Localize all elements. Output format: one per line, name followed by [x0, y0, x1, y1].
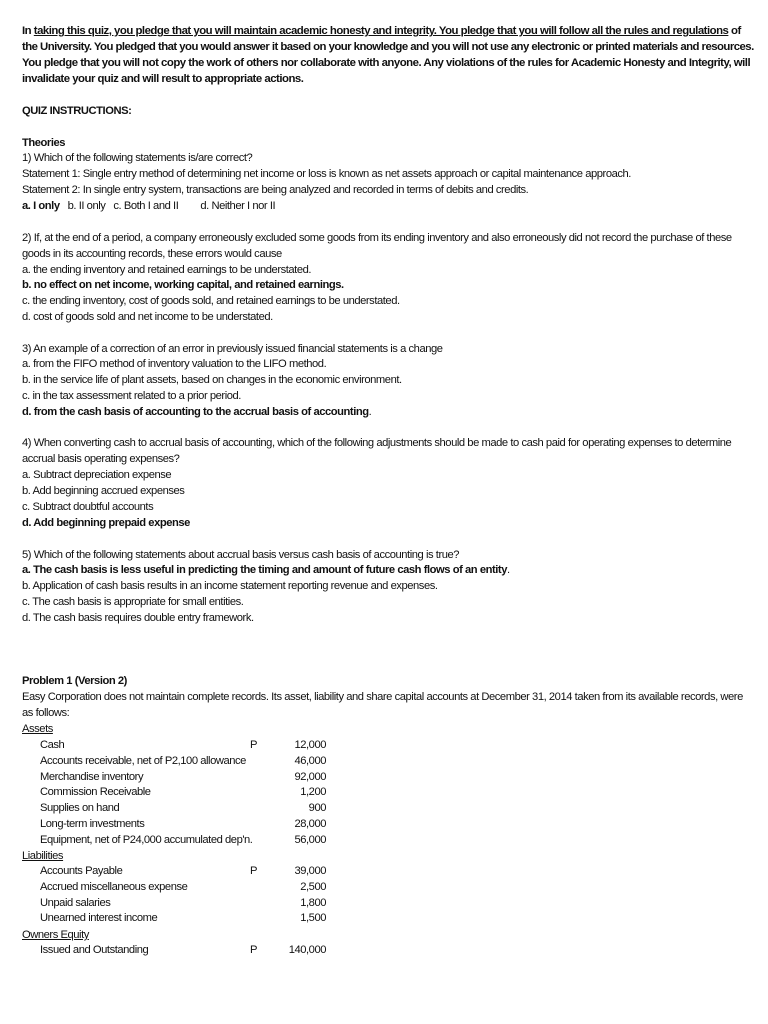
pledge-line-1-underlined: taking this quiz, you pledge that you will maintain academic honesty and integrity. You pledge that you will follow all the rules and regulations	[33, 25, 729, 37]
q4-option-a: a. Subtract depreciation expense	[22, 469, 172, 481]
q4-option-b: b. Add beginning accrued expenses	[22, 485, 185, 497]
problem-title: Problem 1 (Version 2)	[22, 675, 127, 687]
account-label: Accounts Payable	[40, 865, 123, 877]
q5-option-c: c. The cash basis is appropriate for small entities.	[22, 596, 244, 608]
account-amount: 900	[308, 802, 326, 815]
account-label: Accounts receivable, net of P2,100 allowance	[40, 754, 246, 767]
account-label: Unearned interest income	[40, 912, 158, 925]
q1-options	[22, 199, 275, 213]
q1-option-c: c. Both I and II	[113, 200, 179, 212]
currency-symbol: P	[250, 944, 258, 956]
account-label: Accrued miscellaneous expense	[40, 880, 188, 893]
account-row	[0, 911, 768, 925]
theories-heading: Theories	[22, 137, 66, 149]
q3-option-b: b. in the service life of plant assets, based on changes in the economic environment.	[22, 374, 402, 386]
q1-question: 1) Which of the following statements is/are correct?	[22, 152, 253, 164]
q2-question-line-1: 2) If, at the end of a period, a company erroneously excluded some goods from its ending inventory and also erroneously did not record the purchase of these	[22, 232, 732, 244]
liabilities-heading: Liabilities	[22, 850, 64, 862]
account-amount: 12,000	[294, 739, 326, 751]
q1-statement-2: Statement 2: In single entry system, transactions are being analyzed and recorded in terms of debits and credits.	[22, 184, 529, 196]
account-row	[0, 880, 768, 894]
q2-option-a: a. the ending inventory and retained earnings to be understated.	[22, 264, 312, 276]
account-amount: 46,000	[294, 754, 326, 767]
q5-option-d: d. The cash basis requires double entry framework.	[22, 612, 254, 624]
account-label: Issued and Outstanding	[40, 944, 149, 956]
problem-intro-line-1: Easy Corporation does not maintain complete records. Its asset, liability and share capital accounts at December 31, 2014 taken from its available records, were	[22, 691, 743, 703]
account-amount: 56,000	[294, 833, 326, 846]
account-amount: 92,000	[294, 770, 326, 783]
account-label: Equipment, net of P24,000 accumulated dep'n.	[40, 833, 253, 846]
account-label: Merchandise inventory	[40, 770, 144, 783]
q2-option-d: d. cost of goods sold and net income to be understated.	[22, 311, 273, 323]
pledge-line-1-post: of	[728, 25, 741, 37]
pledge-line-2: the University. You pledged that you would answer it based on your knowledge and you will not use any electronic or printed materials and resources.	[22, 41, 754, 53]
q5-option-b: b. Application of cash basis results in an income statement reporting revenue and expenses.	[22, 580, 438, 592]
account-row	[0, 833, 768, 847]
q1-option-b: b. II only	[67, 200, 106, 212]
q4-question-line-1: 4) When converting cash to accrual basis of accounting, which of the following adjustments should be made to cash paid for operating expenses to determine	[22, 437, 732, 449]
q4-question-line-2: accrual basis operating expenses?	[22, 453, 180, 465]
q3-option-a: a. from the FIFO method of inventory valuation to the LIFO method.	[22, 358, 327, 370]
pledge-line-4: invalidate your quiz and will result to appropriate actions.	[22, 73, 304, 85]
account-label: Unpaid salaries	[40, 896, 111, 909]
q1-option-a-answer: a. I only	[22, 200, 60, 212]
account-label: Long-term investments	[40, 818, 145, 830]
equity-heading: Owners Equity	[22, 929, 89, 941]
q5-option-a-answer: a. The cash basis is less useful in predicting the timing and amount of future cash flows of an entity	[22, 564, 507, 576]
account-row	[0, 738, 768, 752]
pledge-line-3: You pledge that you will not copy the work of others nor collaborate with anyone. Any violations of the rules for Academic Honesty and Integrity, will	[22, 57, 751, 69]
account-row	[0, 785, 768, 799]
q3-option-c: c. in the tax assessment related to a prior period.	[22, 390, 241, 402]
account-row	[0, 896, 768, 910]
currency-symbol: P	[250, 739, 258, 751]
account-row	[0, 770, 768, 784]
q1-option-d: d. Neither I nor II	[200, 200, 276, 212]
account-label: Supplies on hand	[40, 802, 120, 815]
q4-option-c: c. Subtract doubtful accounts	[22, 501, 154, 513]
instructions-heading: QUIZ INSTRUCTIONS:	[22, 105, 132, 117]
account-row	[0, 943, 768, 957]
account-label: Cash	[40, 739, 65, 751]
q2-option-c: c. the ending inventory, cost of goods sold, and retained earnings to be understated.	[22, 295, 400, 307]
account-amount: 1,800	[300, 896, 326, 909]
account-row	[0, 817, 768, 831]
q5-option-a-period: .	[506, 564, 510, 576]
account-amount: 2,500	[300, 880, 326, 893]
account-amount: 28,000	[294, 818, 326, 830]
assets-heading: Assets	[22, 723, 53, 735]
q4-option-d-answer: d. Add beginning prepaid expense	[22, 517, 190, 529]
q5-question: 5) Which of the following statements about accrual basis versus cash basis of accounting is true?	[22, 549, 460, 561]
currency-symbol: P	[250, 865, 258, 877]
q3-option-d-line	[22, 405, 371, 419]
account-row	[0, 801, 768, 815]
account-amount: 1,200	[300, 786, 326, 799]
q3-option-d-period: .	[368, 406, 372, 418]
account-amount: 1,500	[300, 912, 326, 925]
q2-question-line-2: goods in its accounting records, these errors would cause	[22, 248, 282, 260]
pledge-line-1	[22, 24, 741, 38]
problem-intro-line-2: as follows:	[22, 707, 70, 719]
q1-statement-1: Statement 1: Single entry method of determining net income or loss is known as net assets approach or capital maintenance approach.	[22, 168, 631, 180]
pledge-line-1-pre: In	[22, 25, 34, 37]
q5-option-a-line	[22, 563, 510, 577]
account-label: Commission Receivable	[40, 786, 151, 799]
account-amount: 39,000	[294, 865, 326, 877]
q3-option-d-answer: d. from the cash basis of accounting to the accrual basis of accounting	[22, 406, 369, 418]
account-row	[0, 754, 768, 768]
q2-option-b-answer: b. no effect on net income, working capital, and retained earnings.	[22, 279, 344, 291]
q3-question: 3) An example of a correction of an error in previously issued financial statements is a change	[22, 343, 443, 355]
account-row	[0, 864, 768, 878]
account-amount: 140,000	[288, 944, 326, 956]
